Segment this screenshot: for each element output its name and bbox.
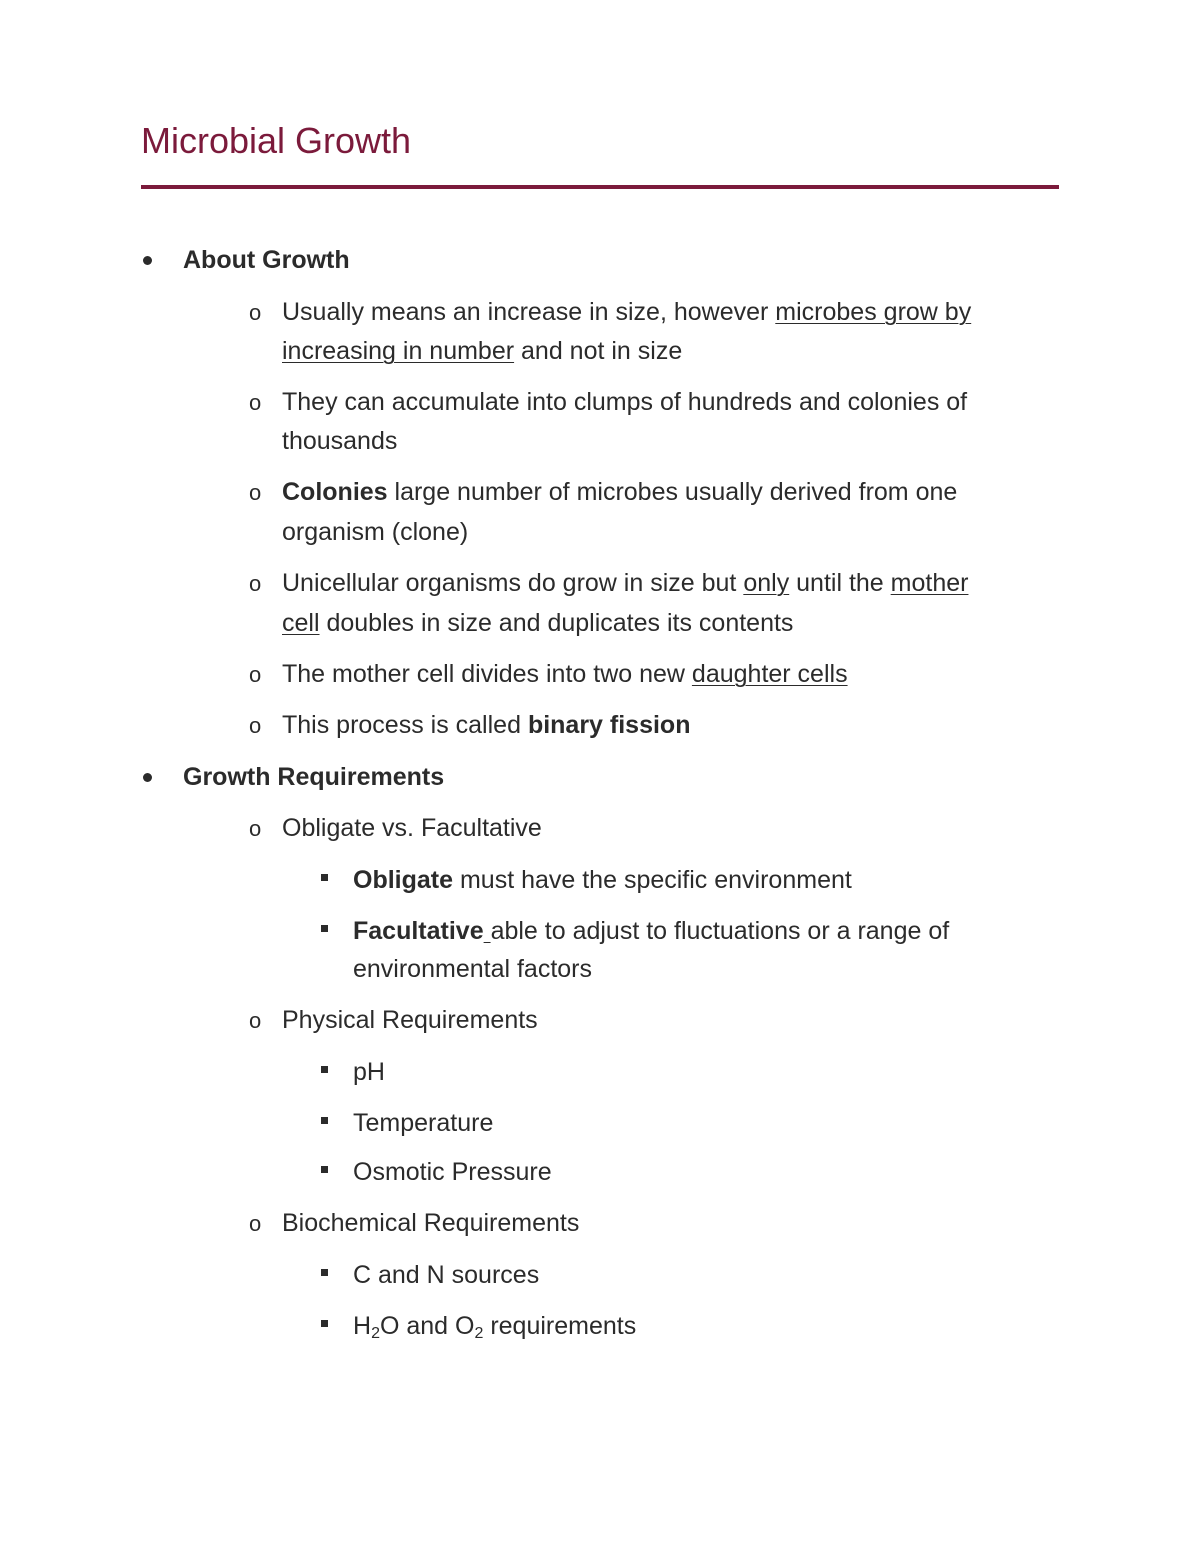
list-item-line: Obligate must have the specific environment <box>353 866 852 894</box>
list-item-line: C and N sources <box>353 1261 540 1289</box>
bullet-circle: o <box>249 1008 262 1033</box>
bullet-circle: o <box>249 390 262 415</box>
list-item-line: pH <box>353 1058 385 1086</box>
list-item-line: Biochemical Requirements <box>282 1209 580 1237</box>
bullet-square <box>321 1066 328 1073</box>
bullet-circle: o <box>249 480 262 505</box>
list-item-line: organism (clone) <box>282 518 469 546</box>
list-item-line: Usually means an increase in size, however microbes grow by <box>282 298 972 326</box>
bullet-square <box>321 874 328 881</box>
list-item-line: Obligate vs. Facultative <box>282 814 542 842</box>
bullet-circle: o <box>249 571 262 596</box>
list-item-line: thousands <box>282 427 398 455</box>
bullet-square <box>321 1166 328 1173</box>
bullet-square <box>321 925 328 932</box>
section-heading-about: About Growth <box>183 246 350 274</box>
bullet-circle: o <box>249 816 262 841</box>
bullet-circle: o <box>249 662 262 687</box>
bullet-circle: o <box>249 713 262 738</box>
bullet-square <box>321 1117 328 1124</box>
list-item-line: increasing in number and not in size <box>282 337 683 365</box>
list-item-line: They can accumulate into clumps of hundreds and colonies of <box>282 388 968 416</box>
bullet-circle: o <box>249 1211 262 1236</box>
bullet-square <box>321 1320 328 1327</box>
title-divider <box>141 185 1059 189</box>
list-item-line: Colonies large number of microbes usually derived from one <box>282 478 958 506</box>
bullet-disc <box>143 256 152 265</box>
list-item-line: The mother cell divides into two new daughter cells <box>282 660 848 688</box>
list-item-line: Temperature <box>353 1109 494 1137</box>
list-item-line: Osmotic Pressure <box>353 1158 552 1186</box>
list-item-line: cell doubles in size and duplicates its contents <box>282 609 794 637</box>
list-item-line: $H_2O$ and $O_2$ requirements <box>353 1312 637 1342</box>
list-item-line: Facultative able to adjust to fluctuations or a range of <box>353 917 950 945</box>
list-item-line: Physical Requirements <box>282 1006 538 1034</box>
page-title: Microbial Growth <box>141 120 412 161</box>
section-heading-requirements: Growth Requirements <box>183 763 445 791</box>
list-item-line: environmental factors <box>353 955 593 983</box>
bullet-square <box>321 1269 328 1276</box>
bullet-disc <box>143 773 152 782</box>
list-item-line: Unicellular organisms do grow in size but only until the mother <box>282 569 969 597</box>
list-item-line: This process is called binary fission <box>282 711 691 739</box>
bullet-circle: o <box>249 300 262 325</box>
